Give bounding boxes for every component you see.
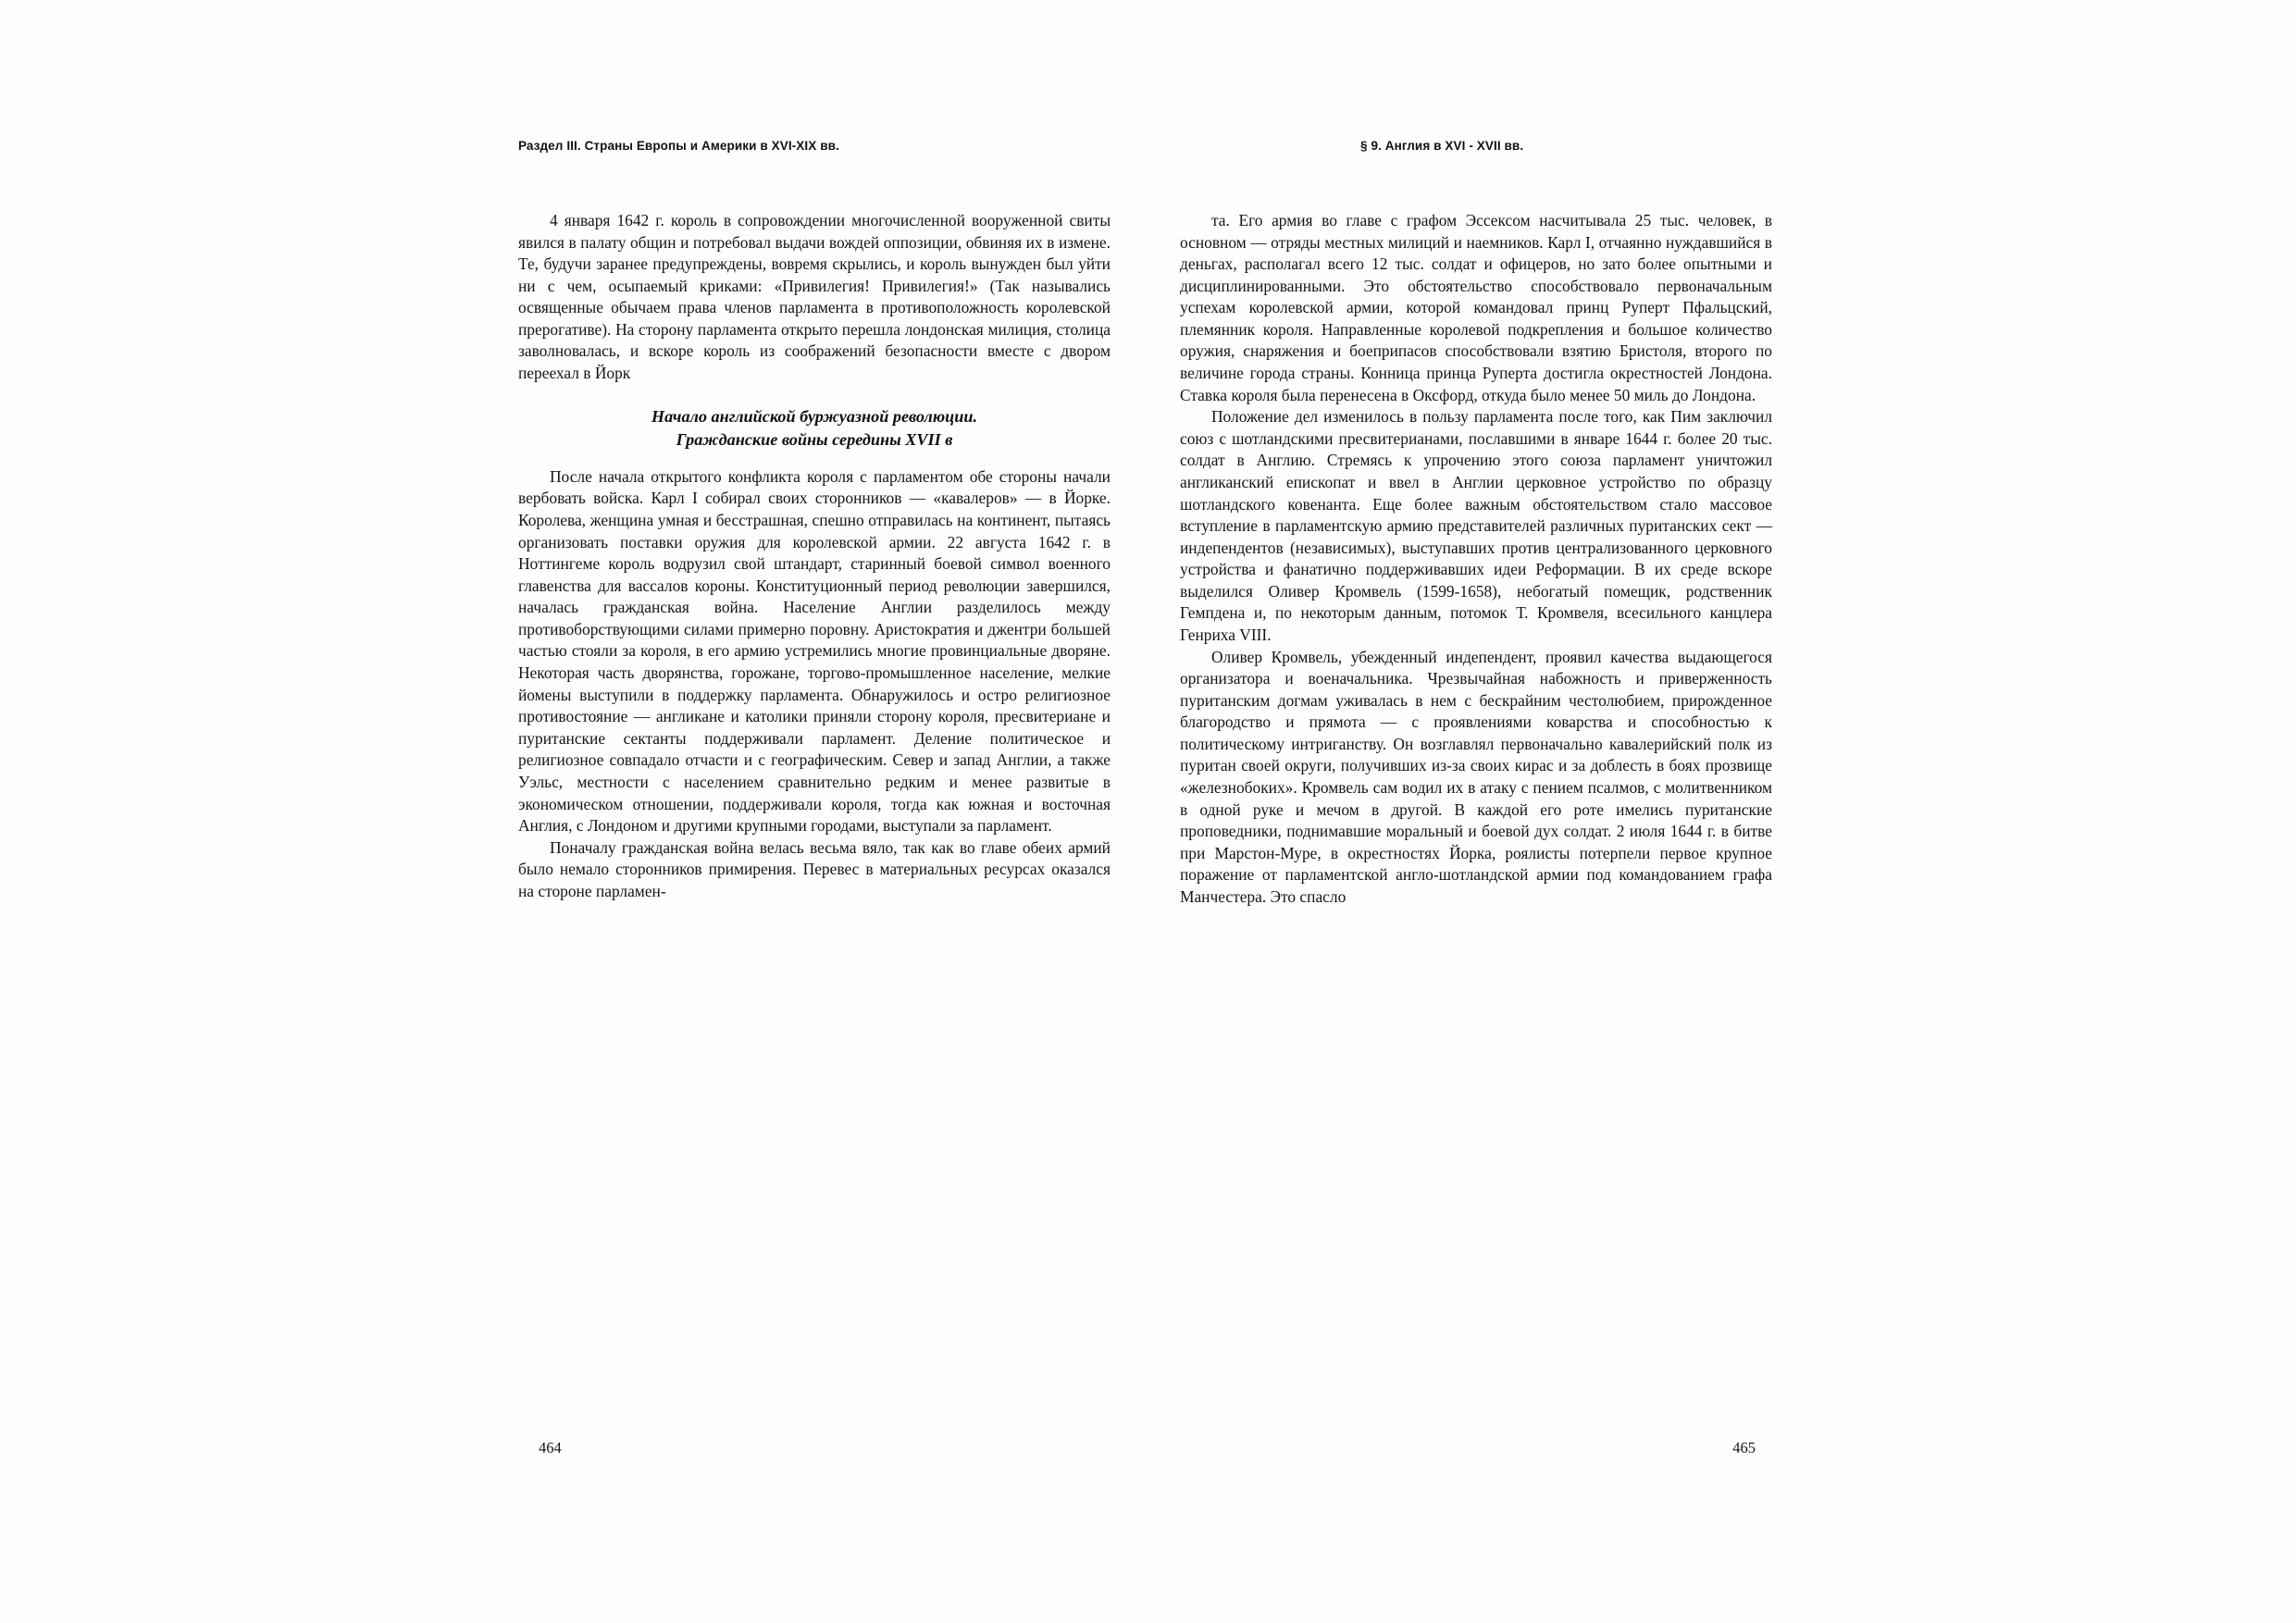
paragraph: 4 января 1642 г. король в сопровождении многочисленной вооруженной свиты явился в палату общин и потребовал выдачи вождей оппозиции, обвиняя их в измене. Те, будучи заранее предупреждены, вовремя скрылись, и король вынужден был уйти ни с чем, осыпаемый криками: «Привилегия! Привилегия!» (Так назывались освященные обычаем права членов парламента в противоположность королевской прерогативе). На сторону парламента открыто перешла лондонская милиция, столица заволновалась, и вскоре король из соображений безопасности вместе с двором переехал в Йорк xyxy=(518,211,1111,383)
page-right xyxy=(1180,139,1772,1456)
body-text-right xyxy=(1180,210,1772,909)
page-number-left: 464 xyxy=(539,1439,562,1456)
paragraph: Поначалу гражданская война велась весьма вяло, так как во главе обеих армий было немало сторонников примирения. Перевес в материальных ресурсах оказался на стороне парламен- xyxy=(518,837,1111,900)
paragraph: Положение дел изменилось в пользу парламента после того, как Пим заключил союз с шотландскими пресвитерианами, пославшими в январе 1644 г. более 20 тыс. солдат в Англию. Стремясь к упрочению этого союза парламент уничтожил англиканский епископат и ввел в Англии церковное устройство по образцу шотландского ковенанта. Еще более важным обстоятельством стало массовое вступление в парламентскую армию представителей различных пуританских сект — индепендентов (независимых), выступавших против централизованного церковного устройства и фанатично поддерживавших идеи Реформации. В их среде вскоре выделился Оливер Кромвель (1599-1658), небогатый помещик, родственник Гемпдена и, по некоторым данным, потомок Т. Кромвеля, всесильного канцлера Генриха VIII. xyxy=(1180,407,1772,644)
paragraph: та. Его армия во главе с графом Эссексом насчитывала 25 тыс. человек, в основном — отряды местных милиций и наемников. Карл I, отчаянно нуждавшийся в деньгах, располагал всего 12 тыс. солдат и офицеров, но зато более опытными и дисциплинированными. Это обстоятельство способствовало первоначальным успехам королевской армии, которой командовал принц Руперт Пфальцский, племянник короля. Направленные королевой подкрепления и большое количество оружия, снаряжения и боеприпасов способствовали взятию Бристоля, второго по величине города страны. Конница принца Руперта достигла окрестностей Лондона. Ставка короля была перенесена в Оксфорд, откуда было менее 50 миль до Лондона. xyxy=(1180,211,1772,404)
page-left xyxy=(518,139,1111,1456)
page-number-right: 465 xyxy=(1732,1439,1756,1456)
section-heading-line-2: Гражданские войны середины XVII в xyxy=(676,429,953,449)
paragraph: После начала открытого конфликта короля с парламентом обе стороны начали вербовать войска. Карл I собирал своих сторонников — «кавалеров» — в Йорке. Королева, женщина умная и бесстрашная, спешно отправилась на континент, пытаясь организовать поставки оружия для королевской армии. 22 августа 1642 г. в Ноттингеме король водрузил свой штандарт, старинный боевой символ военного главенства для вассалов короны. Конституционный период революции завершился, началась гражданская война. Население Англии разделилось между противоборствующими силами примерно поровну. Аристократия и джентри большей частью стояли за короля, в его армию устремились многие провинциальные дворяне. Некоторая часть дворянства, горожане, торгово-промышленное население, мелкие йомены выступили в поддержку парламента. Обнаружилось и остро религиозное противостояние — англикане и католики приняли сторону короля, пресвитериане и пуританские сектанты поддерживали парламент. Деление политическое и религиозное совпадало отчасти и с географическим. Север и запад Англии, а также Уэльс, местности с населением сравнительно редким и менее развитые в экономическом отношении, поддерживали короля, тогда как южная и восточная Англия, с Лондоном и другими крупными городами, выступали за парламент. xyxy=(518,466,1111,836)
running-head-left: Раздел III. Страны Европы и Америки в XVI-XIX вв. xyxy=(518,139,839,153)
running-head-right: § 9. Англия в XVI - XVII вв. xyxy=(1360,139,1524,153)
paragraph: Оливер Кромвель, убежденный индепендент, проявил качества выдающегося организатора и военачальника. Чрезвычайная набожность и приверженность пуританским догмам уживалась в нем с бескрайним честолюбием, прирожденное благородство и прямота — с проявлениями коварства и способностью к политическому интриганству. Он возглавлял первоначально кавалерийский полк из пуритан своей округи, получивших из-за своих кирас и за доблесть в боях прозвище «железнобоких». Кромвель сам водил их в атаку с пением псалмов, с молитвенником в одной руке и мечом в другой. В каждой его роте имелись пуританские проповедники, поднимавшие моральный и боевой дух солдат. 2 июля 1644 г. в битве при Марстон-Муре, в окрестностях Йорка, роялисты потерпели первое крупное поражение от парламентской англо-шотландской армии под командованием графа Манчестера. Это спасло xyxy=(1180,647,1772,906)
body-text-left xyxy=(518,210,1111,902)
section-heading-line-1: Начало английской буржуазной революции. xyxy=(651,406,978,426)
section-heading xyxy=(518,405,1111,452)
